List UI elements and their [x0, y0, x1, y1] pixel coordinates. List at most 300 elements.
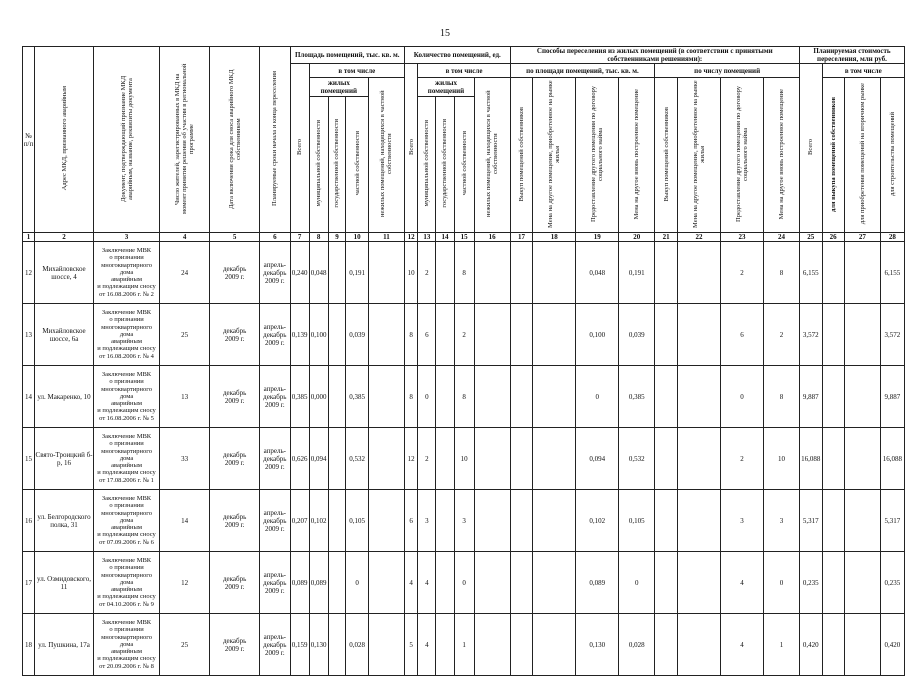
demolition-date-cell-line: 2009 г.: [224, 396, 245, 405]
value-cell-col-15: 8: [454, 366, 474, 428]
value-cell-col-20: 0,385: [619, 366, 655, 428]
document-cell-line: от 16.08.2006 г. № 2: [99, 290, 154, 298]
value-cell-col-16: [474, 614, 510, 676]
by-area-header: по площади помещений, тыс. кв. м.: [510, 64, 655, 78]
value-cell-col-18: [533, 614, 576, 676]
page-number: 15: [440, 28, 450, 39]
value-cell-col-24: 2: [763, 304, 799, 366]
value-cell-col-24: 3: [763, 490, 799, 552]
demolition-date-cell-line: декабрь: [222, 512, 247, 521]
value-cell-col-28: 5,317: [880, 490, 904, 552]
column-number: 15: [454, 233, 474, 242]
document-cell-line: о признании: [109, 378, 144, 386]
value-cell-col-9: [328, 614, 346, 676]
count-private-header: частной собственности: [454, 96, 474, 232]
document-cell-line: аварийным: [111, 648, 142, 656]
column-number: 26: [822, 233, 844, 242]
row-number-cell: 13: [23, 304, 35, 366]
value-cell-col-8: 0,094: [309, 428, 328, 490]
value-cell-col-14: [436, 614, 454, 676]
value-cell-col-15: 10: [454, 428, 474, 490]
table-row: [23, 304, 905, 366]
count-buyout-header: Выкуп помещений собственников: [655, 78, 678, 233]
terms-cell-line: апрель-: [263, 384, 287, 393]
demolition-date-cell-line: 2009 г.: [224, 272, 245, 281]
value-cell-col-23: 4: [720, 614, 763, 676]
value-cell-col-25: 0,235: [799, 552, 822, 614]
value-cell-col-28: 9,887: [880, 366, 904, 428]
value-cell-col-11: [368, 490, 404, 552]
document-cell-line: от 16.08.2006 г. № 5: [99, 414, 154, 422]
value-cell-col-15: 0: [454, 552, 474, 614]
value-cell-col-21: [655, 428, 678, 490]
document-cell-line: многоквартирного дома: [101, 385, 152, 400]
column-number: 5: [210, 233, 260, 242]
value-cell-col-22: [677, 614, 720, 676]
value-cell-col-21: [655, 366, 678, 428]
document-cell: [93, 552, 159, 614]
table-body: [23, 242, 905, 676]
value-cell-col-24: 0: [763, 552, 799, 614]
column-number: 2: [35, 233, 94, 242]
cost-group-header: Планируемая стоимость переселения, млн руб.: [799, 47, 904, 64]
value-cell-col-8: 0,100: [309, 304, 328, 366]
document-cell-line: аварийным: [111, 276, 142, 284]
demolition-date-cell-line: декабрь: [222, 388, 247, 397]
value-cell-col-15: 2: [454, 304, 474, 366]
demolition-date-cell-line: 2009 г.: [224, 644, 245, 653]
column-number: 27: [844, 233, 880, 242]
residents-cell: 33: [160, 428, 210, 490]
area-social-header: Предоставление другого помещения по договору социального найма: [576, 78, 619, 233]
terms-cell-line: декабрь: [263, 454, 287, 463]
table-row: [23, 490, 905, 552]
value-cell-col-12: 4: [404, 552, 417, 614]
value-cell-col-16: [474, 242, 510, 304]
methods-group-header: Способы переселения из жилых помещений (в соответствии с принятыми собственниками решениями):: [510, 47, 799, 64]
document-cell: [93, 428, 159, 490]
demolition-date-cell-line: декабрь: [222, 264, 247, 273]
value-cell-col-14: [436, 304, 454, 366]
value-cell-col-9: [328, 242, 346, 304]
value-cell-col-25: 9,887: [799, 366, 822, 428]
value-cell-col-10: 0,039: [346, 304, 369, 366]
value-cell-col-21: [655, 552, 678, 614]
value-cell-col-24: 10: [763, 428, 799, 490]
demolition-date-cell-line: декабрь: [222, 326, 247, 335]
value-cell-col-13: 3: [418, 490, 436, 552]
document-cell-line: о признании: [109, 440, 144, 448]
value-cell-col-26: [822, 428, 844, 490]
value-cell-col-14: [436, 552, 454, 614]
column-number: 19: [576, 233, 619, 242]
document-cell-line: от 16.08.2006 г. № 4: [99, 352, 154, 360]
residents-cell: 25: [160, 304, 210, 366]
value-cell-col-27: [844, 552, 880, 614]
count-state-header: государственной собственности: [436, 96, 454, 232]
area-municipal-header: муниципальной собственности: [309, 96, 328, 232]
table-row: [23, 428, 905, 490]
column-number: 20: [619, 233, 655, 242]
terms-cell-line: 2009 г.: [265, 338, 285, 347]
value-cell-col-27: [844, 614, 880, 676]
terms-cell-line: 2009 г.: [265, 462, 285, 471]
terms-cell-line: 2009 г.: [265, 400, 285, 409]
count-total-header: Всего: [404, 64, 417, 233]
document-cell-line: и подлежащим сносу: [97, 655, 156, 663]
column-number: 12: [404, 233, 417, 242]
demolition-date-cell: [210, 242, 260, 304]
value-cell-col-18: [533, 304, 576, 366]
document-cell-line: о признании: [109, 626, 144, 634]
value-cell-col-15: 1: [454, 614, 474, 676]
value-cell-col-12: 12: [404, 428, 417, 490]
value-cell-col-17: [510, 304, 533, 366]
value-cell-col-12: 5: [404, 614, 417, 676]
value-cell-col-10: 0,105: [346, 490, 369, 552]
value-cell-col-12: 10: [404, 242, 417, 304]
address-cell: Свято-Троицкий б-р, 16: [35, 428, 94, 490]
terms-cell: [260, 366, 290, 428]
document-cell-line: Заключение МВК: [101, 619, 152, 627]
column-number: 9: [328, 233, 346, 242]
column-number: 4: [160, 233, 210, 242]
cost-in-number-header: в том числе: [822, 64, 904, 78]
document-cell-line: и подлежащим сносу: [97, 469, 156, 477]
area-exchange-header: Мена на другое помещение, приобретенное на рынке жилья: [533, 78, 576, 233]
value-cell-col-28: 6,155: [880, 242, 904, 304]
value-cell-col-11: [368, 304, 404, 366]
terms-cell-line: апрель-: [263, 260, 287, 269]
document-cell: [93, 614, 159, 676]
cost-purchase-header: для приобретения помещений на вторичном рынке: [844, 78, 880, 233]
value-cell-col-11: [368, 552, 404, 614]
value-cell-col-26: [822, 304, 844, 366]
value-cell-col-19: 0,048: [576, 242, 619, 304]
address-cell: Михайловское шоссе, 6а: [35, 304, 94, 366]
value-cell-col-16: [474, 366, 510, 428]
value-cell-col-22: [677, 242, 720, 304]
col-address-header: Адрес МКД, признанного аварийным: [35, 47, 94, 233]
value-cell-col-27: [844, 366, 880, 428]
count-social-header: Предоставление другого помещения по договору социального найма: [720, 78, 763, 233]
column-number: 23: [720, 233, 763, 242]
demolition-date-cell: [210, 552, 260, 614]
document-cell-line: аварийным: [111, 400, 142, 408]
column-number: 17: [510, 233, 533, 242]
value-cell-col-17: [510, 552, 533, 614]
residents-cell: 14: [160, 490, 210, 552]
value-cell-col-27: [844, 490, 880, 552]
value-cell-col-18: [533, 366, 576, 428]
value-cell-col-26: [822, 552, 844, 614]
value-cell-col-19: 0,094: [576, 428, 619, 490]
column-numbers-row: [23, 233, 905, 242]
column-number: 14: [436, 233, 454, 242]
terms-cell-line: апрель-: [263, 322, 287, 331]
terms-cell-line: декабрь: [263, 516, 287, 525]
column-number: 16: [474, 233, 510, 242]
terms-cell-line: апрель-: [263, 508, 287, 517]
row-number-cell: 17: [23, 552, 35, 614]
value-cell-col-17: [510, 242, 533, 304]
column-number: 21: [655, 233, 678, 242]
col-document-header: Документ, подтверждающий признание МКД аварийным, название, реквизиты документа: [93, 47, 159, 233]
column-number: 18: [533, 233, 576, 242]
count-nonres-header: нежилых помещений, находящихся в частной собственности: [474, 78, 510, 233]
terms-cell-line: 2009 г.: [265, 524, 285, 533]
value-cell-col-8: 0,089: [309, 552, 328, 614]
value-cell-col-11: [368, 614, 404, 676]
demolition-date-cell-line: декабрь: [222, 574, 247, 583]
value-cell-col-27: [844, 242, 880, 304]
terms-cell: [260, 490, 290, 552]
residents-cell: 24: [160, 242, 210, 304]
address-cell: ул. Белгородского полка, 31: [35, 490, 94, 552]
document-cell-line: аварийным: [111, 524, 142, 532]
value-cell-col-13: 2: [418, 428, 436, 490]
value-cell-col-23: 0: [720, 366, 763, 428]
value-cell-col-9: [328, 490, 346, 552]
terms-cell-line: декабрь: [263, 640, 287, 649]
count-in-number-header: в том числе: [418, 64, 510, 78]
table-row: [23, 614, 905, 676]
terms-cell-line: 2009 г.: [265, 276, 285, 285]
document-cell-line: аварийным: [111, 586, 142, 594]
value-cell-col-24: 1: [763, 614, 799, 676]
value-cell-col-8: 0,130: [309, 614, 328, 676]
demolition-date-cell: [210, 366, 260, 428]
value-cell-col-17: [510, 366, 533, 428]
area-nonres-header: нежилых помещений, находящихся в частной собственности: [368, 78, 404, 233]
value-cell-col-19: 0,130: [576, 614, 619, 676]
value-cell-col-25: 16,088: [799, 428, 822, 490]
column-number: 22: [677, 233, 720, 242]
value-cell-col-18: [533, 552, 576, 614]
document-cell-line: Заключение МВК: [101, 371, 152, 379]
value-cell-col-13: 4: [418, 552, 436, 614]
row-number-cell: 18: [23, 614, 35, 676]
terms-cell-line: апрель-: [263, 632, 287, 641]
document-cell-line: Заключение МВК: [101, 495, 152, 503]
value-cell-col-22: [677, 428, 720, 490]
value-cell-col-15: 3: [454, 490, 474, 552]
value-cell-col-7: 0,089: [290, 552, 309, 614]
value-cell-col-23: 6: [720, 304, 763, 366]
document-cell-line: Заключение МВК: [101, 557, 152, 565]
value-cell-col-13: 0: [418, 366, 436, 428]
terms-cell-line: 2009 г.: [265, 648, 285, 657]
value-cell-col-23: 4: [720, 552, 763, 614]
col-residents-header: Число жителей, зарегистрированных в МКД на момент принятия решения об участии в региональной программе: [160, 47, 210, 233]
terms-cell-line: 2009 г.: [265, 586, 285, 595]
count-municipal-header: муниципальной собственности: [418, 96, 436, 232]
value-cell-col-15: 8: [454, 242, 474, 304]
value-cell-col-24: 8: [763, 366, 799, 428]
value-cell-col-16: [474, 552, 510, 614]
document-cell-line: и подлежащим сносу: [97, 283, 156, 291]
column-number: 25: [799, 233, 822, 242]
document-cell-line: и подлежащим сносу: [97, 345, 156, 353]
address-cell: ул. Озмидовского, 11: [35, 552, 94, 614]
document-cell: [93, 490, 159, 552]
value-cell-col-7: 0,207: [290, 490, 309, 552]
column-number: 24: [763, 233, 799, 242]
value-cell-col-7: 0,385: [290, 366, 309, 428]
value-cell-col-22: [677, 552, 720, 614]
demolition-date-cell-line: 2009 г.: [224, 334, 245, 343]
address-cell: ул. Пушкина, 17а: [35, 614, 94, 676]
value-cell-col-26: [822, 614, 844, 676]
row-number-cell: 12: [23, 242, 35, 304]
document-cell-line: аварийным: [111, 462, 142, 470]
value-cell-col-20: 0: [619, 552, 655, 614]
table-row: [23, 552, 905, 614]
demolition-date-cell-line: декабрь: [222, 636, 247, 645]
value-cell-col-8: 0,000: [309, 366, 328, 428]
table-row: [23, 366, 905, 428]
area-buyout-header: Выкуп помещений собственников: [510, 78, 533, 233]
terms-cell: [260, 304, 290, 366]
area-in-number-header: в том числе: [309, 64, 404, 78]
value-cell-col-26: [822, 366, 844, 428]
document-cell-line: о признании: [109, 564, 144, 572]
document-cell-line: о признании: [109, 254, 144, 262]
column-number: 7: [290, 233, 309, 242]
terms-cell: [260, 552, 290, 614]
value-cell-col-9: [328, 552, 346, 614]
value-cell-col-16: [474, 490, 510, 552]
value-cell-col-25: 5,317: [799, 490, 822, 552]
column-number: 6: [260, 233, 290, 242]
demolition-date-cell: [210, 304, 260, 366]
document-cell-line: от 04.10.2006 г. № 9: [99, 600, 154, 608]
col-terms-header: Планируемые сроки начала и конца переселения: [260, 47, 290, 233]
document-cell-line: от 07.09.2006 г. № 6: [99, 538, 154, 546]
document-cell-line: многоквартирного дома: [101, 447, 152, 462]
document-cell: [93, 304, 159, 366]
row-number-cell: 15: [23, 428, 35, 490]
value-cell-col-20: 0,105: [619, 490, 655, 552]
value-cell-col-10: 0,028: [346, 614, 369, 676]
document-cell-line: аварийным: [111, 338, 142, 346]
document-cell-line: и подлежащим сносу: [97, 531, 156, 539]
document-cell-line: Заключение МВК: [101, 309, 152, 317]
document-cell-line: о признании: [109, 316, 144, 324]
value-cell-col-11: [368, 242, 404, 304]
document-cell-line: многоквартирного дома: [101, 571, 152, 586]
address-cell: ул. Макаренко, 10: [35, 366, 94, 428]
cost-buyout-header: для выкупа помещений собственников: [822, 78, 844, 233]
column-number: 1: [23, 233, 35, 242]
value-cell-col-8: 0,048: [309, 242, 328, 304]
area-private-header: частной собственности: [346, 96, 369, 232]
value-cell-col-17: [510, 428, 533, 490]
value-cell-col-13: 2: [418, 242, 436, 304]
value-cell-col-14: [436, 366, 454, 428]
residents-cell: 12: [160, 552, 210, 614]
document-cell-line: Заключение МВК: [101, 247, 152, 255]
terms-cell-line: апрель-: [263, 570, 287, 579]
demolition-date-cell-line: 2009 г.: [224, 458, 245, 467]
row-number-cell: 16: [23, 490, 35, 552]
value-cell-col-12: 6: [404, 490, 417, 552]
value-cell-col-18: [533, 242, 576, 304]
document-cell: [93, 242, 159, 304]
value-cell-col-25: 3,572: [799, 304, 822, 366]
value-cell-col-21: [655, 490, 678, 552]
area-residential-header: жилых помещений: [309, 78, 368, 97]
value-cell-col-17: [510, 490, 533, 552]
row-number-cell: 14: [23, 366, 35, 428]
resettlement-table: [22, 46, 905, 676]
value-cell-col-21: [655, 242, 678, 304]
document-cell-line: многоквартирного дома: [101, 509, 152, 524]
terms-cell-line: декабрь: [263, 268, 287, 277]
demolition-date-cell-line: 2009 г.: [224, 520, 245, 529]
residents-cell: 25: [160, 614, 210, 676]
document-cell-line: о признании: [109, 502, 144, 510]
count-residential-header: жилых помещений: [418, 78, 474, 97]
value-cell-col-28: 0,420: [880, 614, 904, 676]
residents-cell: 13: [160, 366, 210, 428]
value-cell-col-20: 0,028: [619, 614, 655, 676]
value-cell-col-18: [533, 428, 576, 490]
address-cell: Михайловское шоссе, 4: [35, 242, 94, 304]
value-cell-col-19: 0,100: [576, 304, 619, 366]
value-cell-col-25: 0,420: [799, 614, 822, 676]
column-number: 28: [880, 233, 904, 242]
area-state-header: государственной собственности: [328, 96, 346, 232]
count-exchange-header: Мена на другое помещение, приобретенное на рынке жилья: [677, 78, 720, 233]
value-cell-col-26: [822, 490, 844, 552]
column-number: 8: [309, 233, 328, 242]
document-cell-line: от 20.09.2006 г. № 8: [99, 662, 154, 670]
value-cell-col-11: [368, 428, 404, 490]
area-total-header: Всего: [290, 64, 309, 233]
value-cell-col-21: [655, 614, 678, 676]
column-number: 3: [93, 233, 159, 242]
value-cell-col-19: 0,102: [576, 490, 619, 552]
value-cell-col-27: [844, 428, 880, 490]
column-number: 10: [346, 233, 369, 242]
value-cell-col-25: 6,155: [799, 242, 822, 304]
col-demolition-date-header: Дата включения срока для сноса аварийного МКД собственником: [210, 47, 260, 233]
value-cell-col-10: 0,385: [346, 366, 369, 428]
value-cell-col-10: 0: [346, 552, 369, 614]
value-cell-col-23: 2: [720, 242, 763, 304]
value-cell-col-26: [822, 242, 844, 304]
value-cell-col-9: [328, 304, 346, 366]
value-cell-col-9: [328, 366, 346, 428]
value-cell-col-20: 0,191: [619, 242, 655, 304]
value-cell-col-12: 8: [404, 304, 417, 366]
value-cell-col-22: [677, 490, 720, 552]
value-cell-col-13: 4: [418, 614, 436, 676]
value-cell-col-7: 0,139: [290, 304, 309, 366]
value-cell-col-24: 8: [763, 242, 799, 304]
terms-cell-line: декабрь: [263, 578, 287, 587]
value-cell-col-10: 0,191: [346, 242, 369, 304]
value-cell-col-23: 3: [720, 490, 763, 552]
value-cell-col-19: 0,089: [576, 552, 619, 614]
document-cell-line: и подлежащим сносу: [97, 593, 156, 601]
document-cell-line: от 17.08.2006 г. № 1: [99, 476, 154, 484]
value-cell-col-28: 16,088: [880, 428, 904, 490]
value-cell-col-20: 0,532: [619, 428, 655, 490]
value-cell-col-28: 0,235: [880, 552, 904, 614]
terms-cell-line: декабрь: [263, 392, 287, 401]
